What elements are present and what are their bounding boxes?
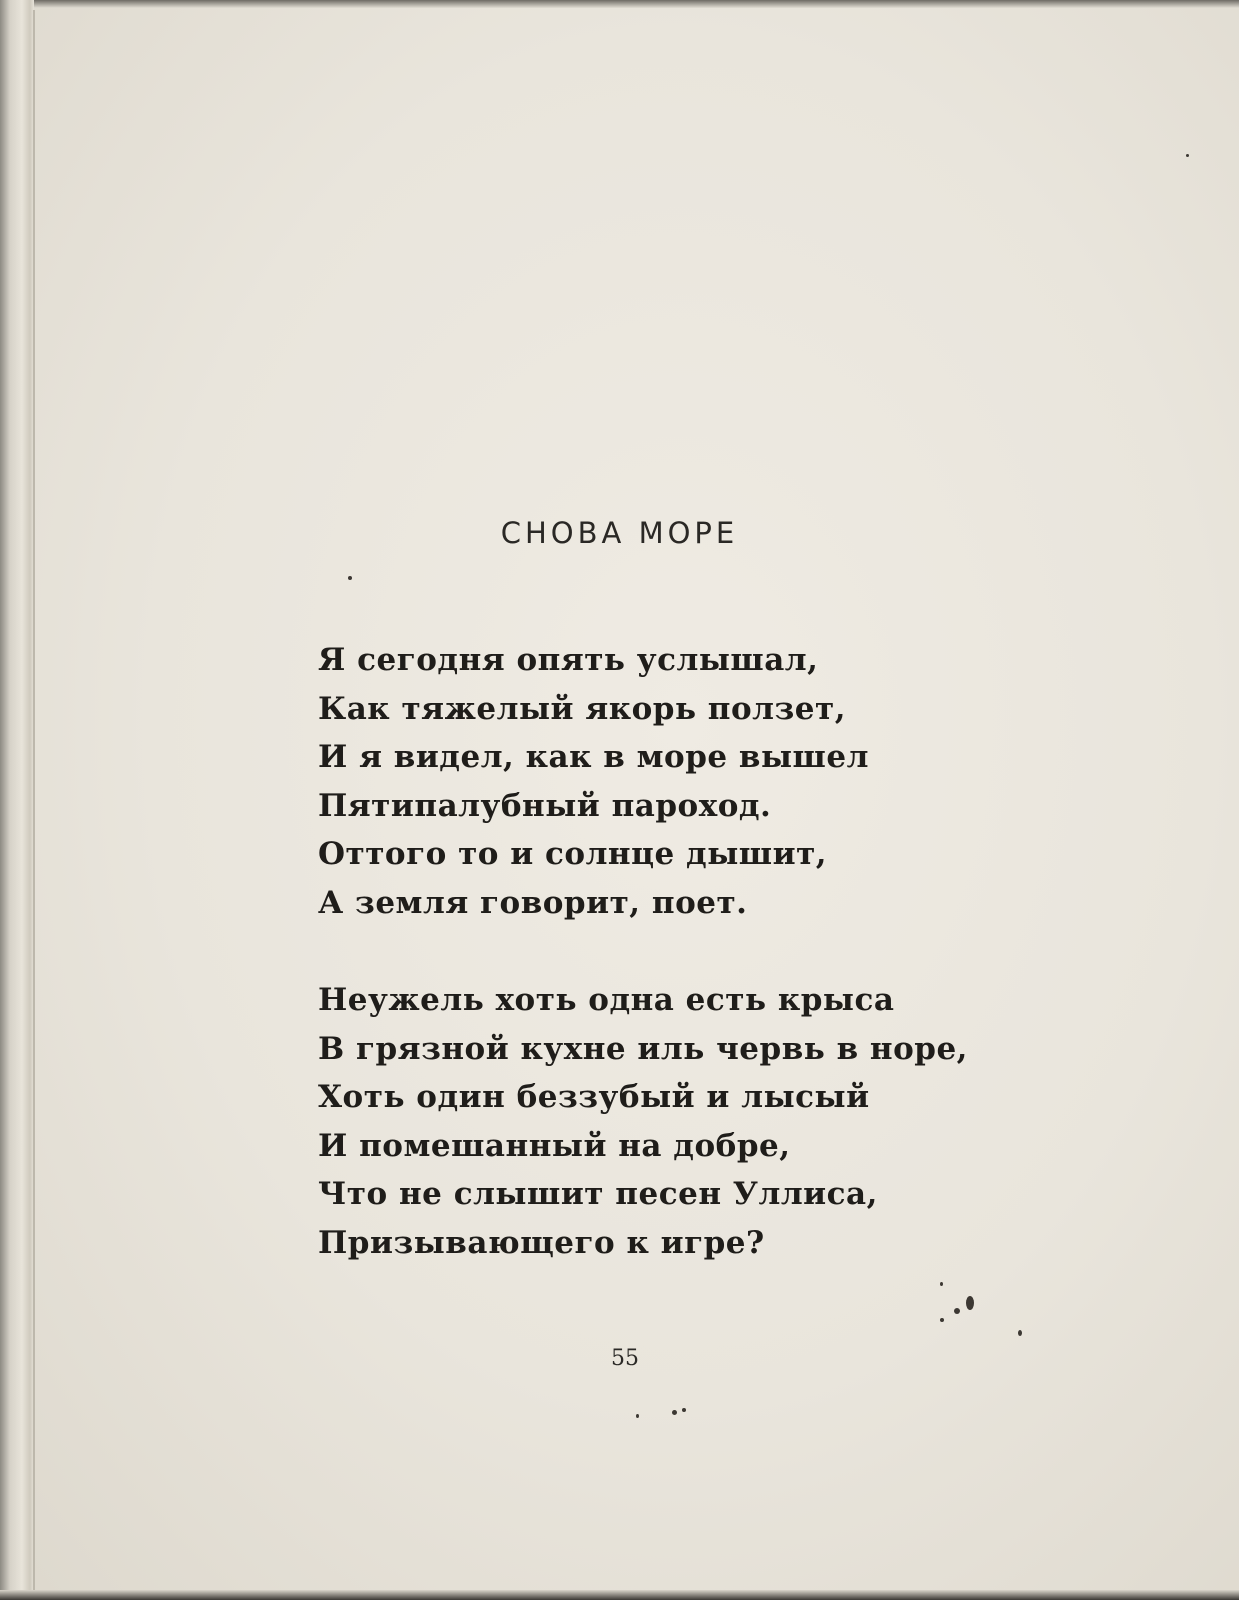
- poem-line: В грязной кухне иль червь в норе,: [318, 1030, 968, 1067]
- poem-line: Как тяжелый якорь ползет,: [318, 690, 847, 727]
- foxing-spot: [1186, 154, 1189, 157]
- poem-line: Я сегодня опять услышал,: [318, 642, 819, 678]
- page-number: 55: [611, 1346, 639, 1371]
- poem-line: Что не слышит песен Уллиса,: [318, 1176, 878, 1212]
- stanza-2: [318, 976, 968, 1267]
- poem-line: Пятипалубный пароход.: [318, 787, 772, 824]
- foxing-spot: [636, 1414, 639, 1418]
- poem-title: [0, 516, 1239, 550]
- poem-line: Неужель хоть одна есть крыса: [318, 982, 895, 1018]
- foxing-spot: [940, 1318, 944, 1322]
- poem-line: И я видел, как в море вышел: [318, 739, 869, 775]
- poem-line: Призывающего к игре?: [318, 1224, 765, 1261]
- page-bottom-edge: [0, 1590, 1239, 1600]
- poem-line: И помешанный на добре,: [318, 1127, 791, 1164]
- foxing-spot: [1018, 1330, 1022, 1336]
- poem-line: Хоть один беззубый и лысый: [318, 1079, 870, 1115]
- foxing-spot: [348, 576, 352, 580]
- foxing-spot: [682, 1408, 686, 1412]
- foxing-spot: [940, 1282, 943, 1286]
- foxing-spot: [672, 1410, 677, 1415]
- poem-title-text: СНОВА МОРЕ: [500, 516, 739, 550]
- foxing-spot: [966, 1296, 974, 1310]
- foxing-spot: [954, 1308, 960, 1314]
- poem-line: Оттого то и солнце дышит,: [318, 836, 828, 872]
- stanza-1: [318, 636, 869, 927]
- poem-line: А земля говорит, поет.: [318, 884, 748, 921]
